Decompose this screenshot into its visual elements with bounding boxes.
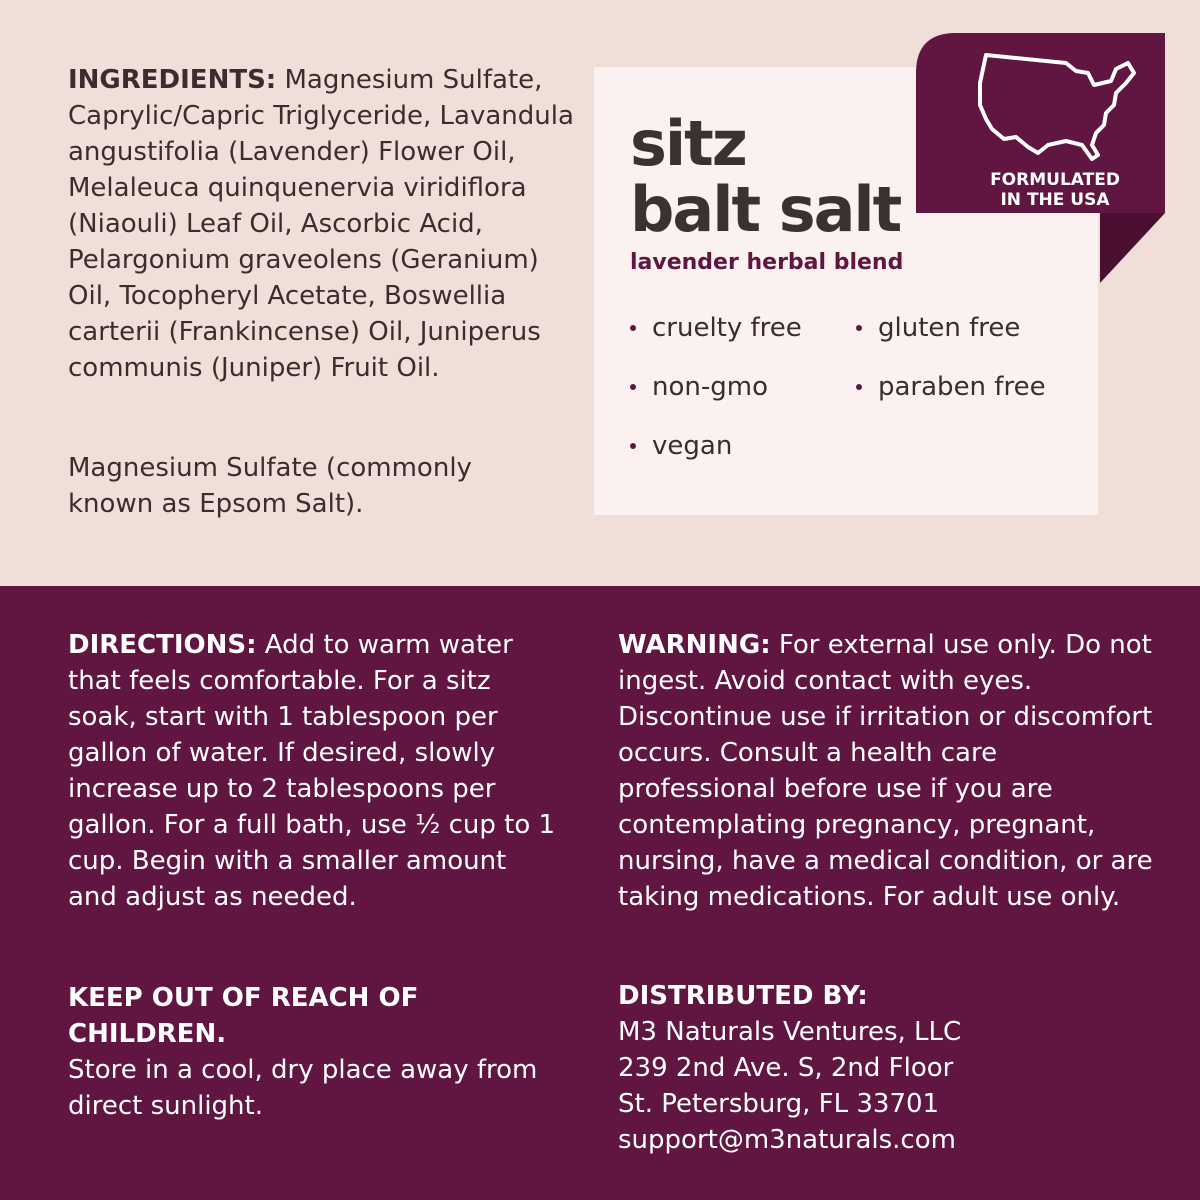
feature-item <box>630 430 856 462</box>
distributed-block <box>618 978 1138 1158</box>
badge-text <box>960 170 1150 210</box>
product-subtitle: lavender herbal blend <box>630 250 904 275</box>
directions-block <box>68 627 558 915</box>
product-title-line2: balt salt <box>630 173 901 246</box>
badge-line2: IN THE USA <box>1000 190 1110 210</box>
feature-label: gluten free <box>878 313 1021 343</box>
distributed-label: DISTRIBUTED BY: <box>618 981 868 1011</box>
keep-out-text: Store in a cool, dry place away from direct sunlight. <box>68 1055 538 1121</box>
badge-line1: FORMULATED <box>990 170 1120 190</box>
feature-item <box>630 312 856 344</box>
feature-label: cruelty free <box>652 313 802 343</box>
warning-block <box>618 627 1158 915</box>
distributed-company: M3 Naturals Ventures, LLC <box>618 1017 962 1047</box>
ingredients-text: Magnesium Sulfate, Caprylic/Capric Triglyceride, Lavandula angustifolia (Lavender) Flower Oil, Melaleuca quinquenervia viridiflora (Niaouli) Leaf Oil, Ascorbic Acid, Pelargonium graveolens (Geranium) Oil, Tocopheryl Acetate, Boswellia carterii (Frankincense) Oil, Juniperus communis (Juniper) Fruit Oil. <box>68 65 574 383</box>
formulated-badge <box>916 33 1165 283</box>
feature-label: paraben free <box>878 372 1046 402</box>
feature-label: non-gmo <box>652 372 768 402</box>
bullet-icon <box>856 384 862 390</box>
product-title <box>630 107 901 246</box>
ingredients-note: Magnesium Sulfate (commonly known as Epsom Salt). <box>68 453 472 519</box>
warning-text: For external use only. Do not ingest. Avoid contact with eyes. Discontinue use if irritation or discomfort occurs. Consult a health care professional before use if you are contemplating pregnancy, pregnant, nursing, have a medical condition, or are taking medications. For adult use only. <box>618 630 1153 912</box>
ingredients-block <box>68 62 588 386</box>
bullet-icon <box>630 325 636 331</box>
warning-label: WARNING: <box>618 630 771 660</box>
feature-label: vegan <box>652 431 733 461</box>
feature-list <box>630 312 1090 462</box>
keep-out-block <box>68 980 568 1124</box>
product-title-line1: sitz <box>630 107 746 180</box>
bullet-icon <box>630 384 636 390</box>
directions-label: DIRECTIONS: <box>68 630 257 660</box>
feature-item <box>630 371 856 403</box>
distributed-email: support@m3naturals.com <box>618 1125 956 1155</box>
bullet-icon <box>856 325 862 331</box>
distributed-address2: St. Petersburg, FL 33701 <box>618 1089 940 1119</box>
distributed-address1: 239 2nd Ave. S, 2nd Floor <box>618 1053 954 1083</box>
feature-item <box>856 312 1082 344</box>
ingredients-label: INGREDIENTS: <box>68 65 277 95</box>
bullet-icon <box>630 443 636 449</box>
directions-text: Add to warm water that feels comfortable. For a sitz soak, start with 1 tablespoon per gallon of water. If desired, slowly increase up to 2 tablespoons per gallon. For a full bath, use ½ cup to 1 cup. Begin with a smaller amount and adjust as needed. <box>68 630 556 912</box>
feature-item <box>856 371 1082 403</box>
keep-out-label: KEEP OUT OF REACH OF CHILDREN. <box>68 983 419 1049</box>
